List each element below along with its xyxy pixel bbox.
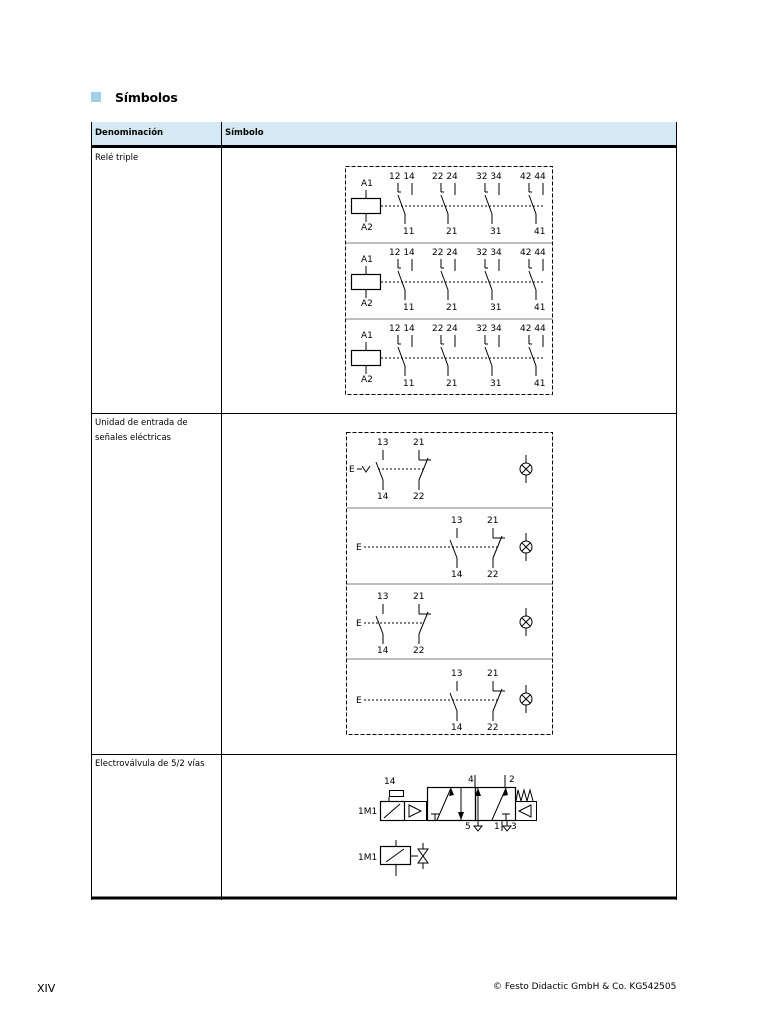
return-spring <box>516 790 533 801</box>
contact-top-label: 12 14 <box>389 248 415 258</box>
contact-bottom-label: 11 <box>403 379 415 389</box>
contact-bottom-label: 41 <box>534 303 546 313</box>
nc-contact-bottom-label: 22 <box>413 492 425 502</box>
input-label-e: E <box>349 465 355 475</box>
contact-bottom-label: 31 <box>490 303 502 313</box>
nc-contact-bottom-label: 22 <box>413 646 425 656</box>
port-4-label: 4 <box>468 775 474 785</box>
row-label-signal-input-unit: Unidad de entrada de señales eléctricas <box>95 418 188 443</box>
no-contact-top-label: 13 <box>377 438 389 448</box>
port-3-label: 3 <box>511 822 517 832</box>
nc-contact-top-label: 21 <box>487 669 499 679</box>
contact-top-label: 42 44 <box>520 172 546 182</box>
contact-top-label: 42 44 <box>520 324 546 334</box>
contact-bottom-label: 21 <box>446 303 458 313</box>
no-contact-top-label: 13 <box>377 592 389 602</box>
no-contact-top-label: 13 <box>451 669 463 679</box>
contact-top-label: 32 34 <box>476 324 502 334</box>
contact-bottom-label: 11 <box>403 227 415 237</box>
contact-top-label: 32 34 <box>476 248 502 258</box>
nc-contact-top-label: 21 <box>487 516 499 526</box>
coil-label-a2: A2 <box>361 223 373 233</box>
manual-override <box>390 791 404 797</box>
input-label-e: E <box>356 696 362 706</box>
solenoid-label: 1M1 <box>358 807 378 817</box>
contact-bottom-label: 41 <box>534 227 546 237</box>
section-title: Símbolos <box>115 89 178 105</box>
no-contact-bottom-label: 14 <box>377 492 389 502</box>
contact-bottom-label: 11 <box>403 303 415 313</box>
coil-label-a1: A1 <box>361 331 373 341</box>
no-contact-top-label: 13 <box>451 516 463 526</box>
no-contact-bottom-label: 14 <box>377 646 389 656</box>
no-contact-bottom-label: 14 <box>451 723 463 733</box>
contact-top-label: 42 44 <box>520 248 546 258</box>
port-5-label: 5 <box>465 822 471 832</box>
port-2-label: 2 <box>509 775 515 785</box>
pilot-port-label: 14 <box>384 777 396 787</box>
coil-label-a2: A2 <box>361 375 373 385</box>
document-number: 542505 <box>642 982 677 992</box>
nc-contact-bottom-label: 22 <box>487 723 499 733</box>
coil-label-a1: A1 <box>361 179 373 189</box>
nc-contact-top-label: 21 <box>413 592 425 602</box>
column-header-name: Denominación <box>95 128 164 138</box>
solenoid-alt-label: 1M1 <box>358 853 378 863</box>
input-label-e: E <box>356 543 362 553</box>
row-label-solenoid-valve: Electroválvula de 5/2 vías <box>95 759 205 769</box>
pilot-stage <box>405 802 427 821</box>
copyright: © Festo Didactic GmbH & Co. KG <box>493 982 643 992</box>
row-label-triple-relay: Relé triple <box>95 153 139 163</box>
valve-position-b <box>476 788 516 821</box>
contact-bottom-label: 41 <box>534 379 546 389</box>
contact-top-label: 22 24 <box>432 172 458 182</box>
contact-bottom-label: 21 <box>446 379 458 389</box>
coil-label-a1: A1 <box>361 255 373 265</box>
contact-top-label: 12 14 <box>389 324 415 334</box>
nc-contact-bottom-label: 22 <box>487 570 499 580</box>
contact-bottom-label: 21 <box>446 227 458 237</box>
contact-top-label: 32 34 <box>476 172 502 182</box>
column-header-symbol: Símbolo <box>225 128 264 138</box>
contact-top-label: 12 14 <box>389 172 415 182</box>
coil-label-a2: A2 <box>361 299 373 309</box>
page-number: XIV <box>37 982 56 995</box>
contact-top-label: 22 24 <box>432 324 458 334</box>
contact-top-label: 22 24 <box>432 248 458 258</box>
port-1-label: 1 <box>494 822 500 832</box>
varistor <box>418 849 428 863</box>
nc-contact-top-label: 21 <box>413 438 425 448</box>
input-label-e: E <box>356 619 362 629</box>
contact-bottom-label: 31 <box>490 227 502 237</box>
contact-bottom-label: 31 <box>490 379 502 389</box>
no-contact-bottom-label: 14 <box>451 570 463 580</box>
